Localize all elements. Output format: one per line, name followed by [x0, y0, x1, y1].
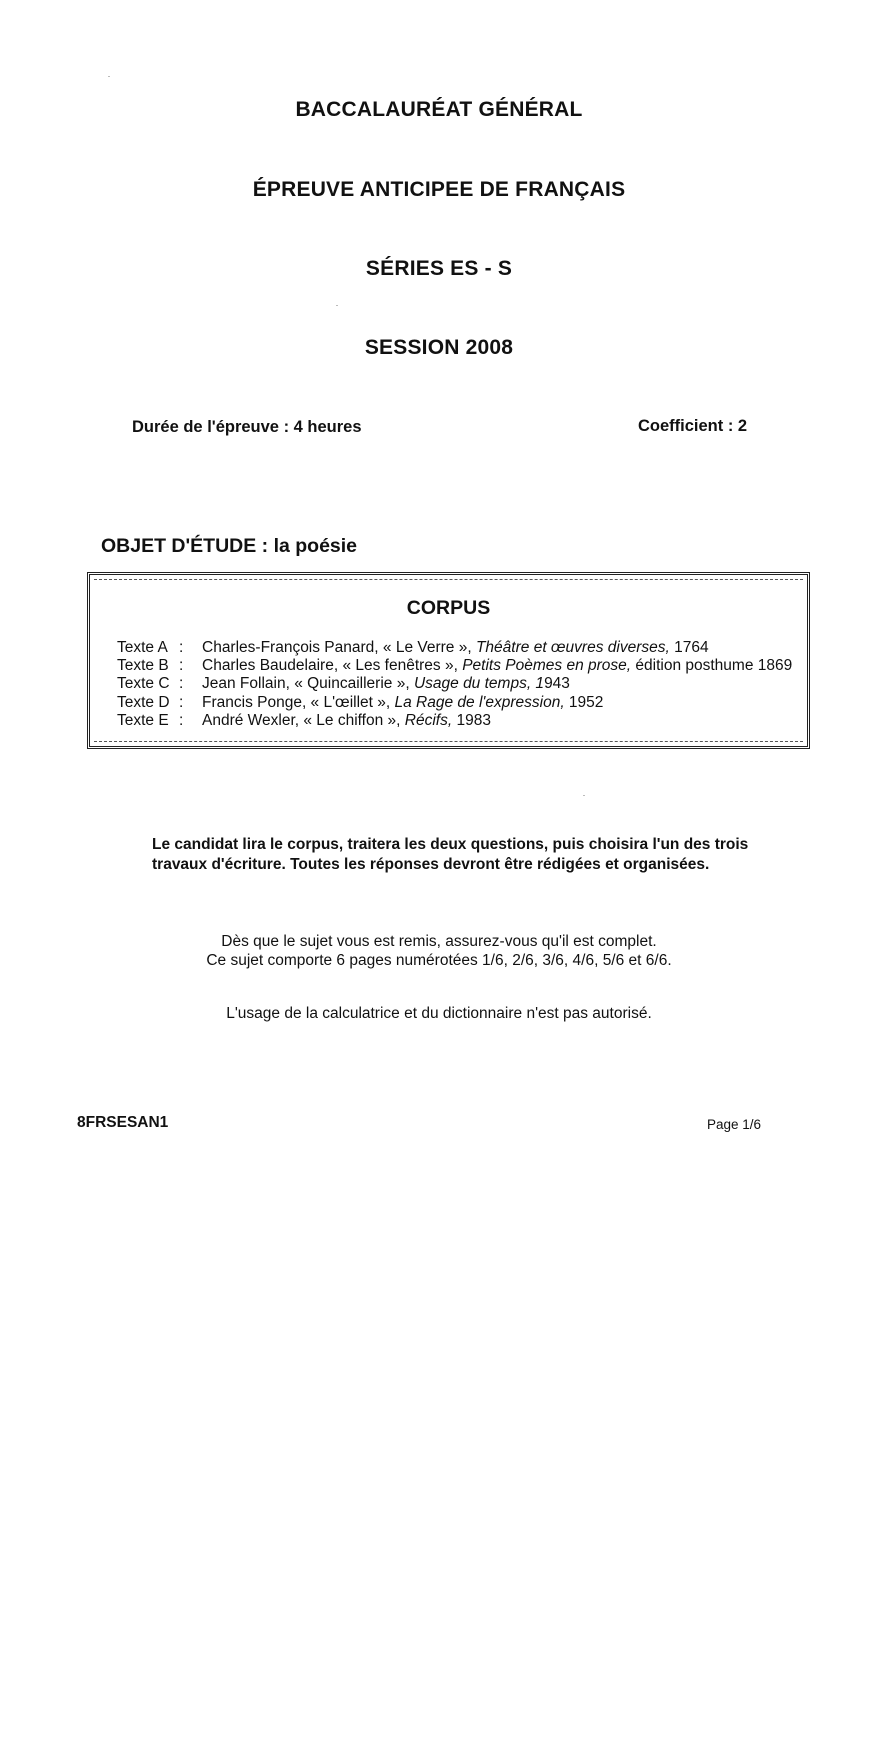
- corpus-item-work: Théâtre et œuvres diverses,: [475, 639, 670, 656]
- corpus-item-date: 943: [544, 675, 570, 693]
- corpus-item: [117, 639, 792, 657]
- exam-subtitle: ÉPREUVE ANTICIPEE DE FRANÇAIS: [252, 178, 626, 201]
- corpus-box: [87, 572, 810, 749]
- exam-session: SESSION 2008: [364, 336, 514, 359]
- corpus-item-author: Charles-François Panard, « Le Verre »,: [202, 639, 476, 656]
- corpus-list: [117, 639, 792, 730]
- corpus-item: [117, 675, 792, 693]
- scan-speck: [583, 795, 585, 796]
- notice-line: Dès que le sujet vous est remis, assurez-vous qu'il est complet.: [221, 933, 657, 950]
- corpus-item-label: Texte D: [117, 693, 170, 711]
- corpus-item-separator: :: [179, 693, 184, 711]
- corpus-item-label: Texte B: [117, 657, 169, 675]
- scan-speck: [336, 305, 338, 306]
- objet-etude: OBJET D'ÉTUDE : la poésie: [101, 535, 358, 557]
- subject-code: 8FRSESAN1: [77, 1114, 169, 1131]
- corpus-item-separator: :: [179, 639, 184, 656]
- corpus-item-label: Texte A: [117, 639, 168, 656]
- corpus-item: [117, 694, 792, 712]
- corpus-item-work: La Rage de l'expression,: [394, 693, 565, 711]
- corpus-item: [117, 712, 792, 730]
- corpus-item-label: Texte C: [117, 675, 170, 693]
- corpus-item-author: André Wexler, « Le chiffon »,: [202, 711, 405, 729]
- coefficient: Coefficient : 2: [638, 417, 748, 435]
- corpus-item-date: 1764: [669, 639, 709, 656]
- corpus-item: [117, 657, 792, 675]
- instructions: [152, 835, 792, 875]
- corpus-item-author: Jean Follain, « Quincaillerie »,: [202, 675, 414, 693]
- exam-title: BACCALAURÉAT GÉNÉRAL: [295, 98, 583, 121]
- corpus-item-separator: :: [179, 711, 184, 729]
- exam-series: SÉRIES ES - S: [365, 257, 513, 280]
- corpus-item-date: édition posthume 1869: [631, 657, 793, 675]
- notice-line: L'usage de la calculatrice et du dictionnaire n'est pas autorisé.: [226, 1005, 652, 1022]
- corpus-title: CORPUS: [406, 597, 491, 619]
- corpus-item-date: 1952: [564, 693, 604, 711]
- corpus-item-work: Petits Poèmes en prose,: [462, 657, 632, 675]
- corpus-item-date: 1983: [452, 711, 491, 729]
- corpus-item-author: Charles Baudelaire, « Les fenêtres »,: [202, 657, 463, 675]
- corpus-item-author: Francis Ponge, « L'œillet »,: [202, 693, 395, 711]
- scan-speck: [108, 76, 110, 77]
- corpus-item-separator: :: [179, 675, 184, 693]
- notice-line: Ce sujet comporte 6 pages numérotées 1/6, 2/6, 3/6, 4/6, 5/6 et 6/6.: [206, 952, 672, 969]
- corpus-item-separator: :: [179, 657, 184, 675]
- corpus-item-work: Récifs,: [404, 711, 453, 729]
- page-number: Page 1/6: [707, 1117, 762, 1132]
- instructions-line: Le candidat lira le corpus, traitera les deux questions, puis choisira l'un des trois: [152, 836, 749, 853]
- corpus-item-work: Usage du temps, 1: [413, 675, 545, 693]
- duration: Durée de l'épreuve : 4 heures: [132, 418, 362, 436]
- instructions-line: travaux d'écriture. Toutes les réponses devront être rédigées et organisées.: [152, 856, 710, 873]
- corpus-item-label: Texte E: [117, 711, 169, 729]
